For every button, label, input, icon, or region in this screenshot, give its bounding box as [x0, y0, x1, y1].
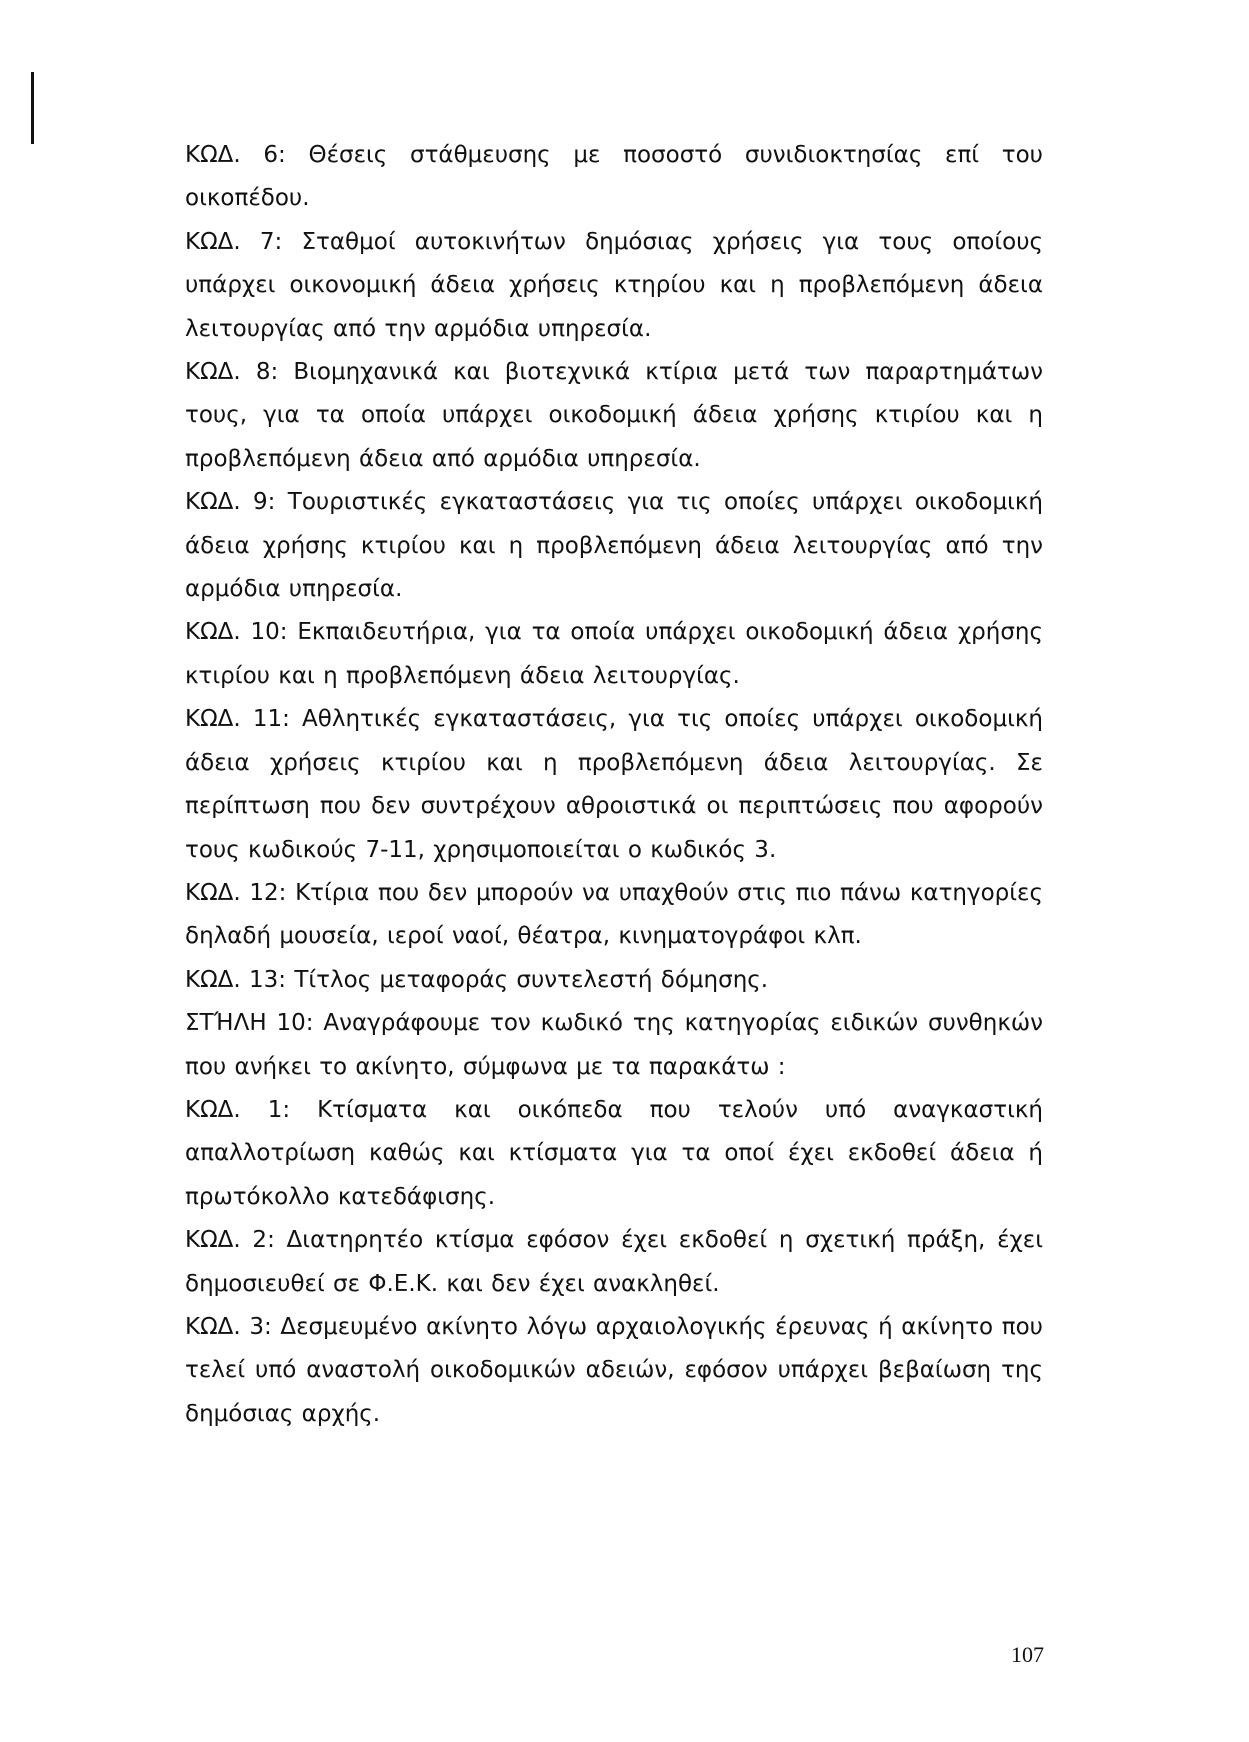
margin-rule	[31, 72, 34, 144]
paragraph-code-7: ΚΩΔ. 7: Σταθμοί αυτοκινήτων δημόσιας χρήσεις για τους οποίους υπάρχει οικονομική άδεια χρήσεις κτηρίου και η προβλεπόμενη άδεια λειτουργίας από την αρμόδια υπηρεσία.	[185, 228, 1043, 342]
paragraph-code-10: ΚΩΔ. 10: Εκπαιδευτήρια, για τα οποία υπάρχει οικοδομική άδεια χρήσης κτιρίου και η προβλεπόμενη άδεια λειτουργίας.	[185, 619, 1043, 689]
paragraph-code-12: ΚΩΔ. 12: Κτίρια που δεν μπορούν να υπαχθούν στις πιο πάνω κατηγορίες δηλαδή μουσεία, ιεροί ναοί, θέατρα, κινηματογράφοι κλπ.	[185, 879, 1043, 950]
paragraph-code-8: ΚΩΔ. 8: Βιομηχανικά και βιοτεχνικά κτίρια μετά των παραρτημάτων τους, για τα οποία υπάρχει οικοδομική άδεια χρήσης κτιρίου και η προβλεπόμενη άδεια από αρμόδια υπηρεσία.	[185, 359, 1043, 472]
page-number: 107	[1011, 1642, 1044, 1667]
paragraph-special-code-2: ΚΩΔ. 2: Διατηρητέο κτίσμα εφόσον έχει εκδοθεί η σχετική πράξη, έχει δημοσιευθεί σε Φ.Ε.Κ. και δεν έχει ανακληθεί.	[185, 1227, 1043, 1297]
paragraph-code-13: ΚΩΔ. 13: Τίτλος μεταφοράς συντελεστή δόμησης.	[185, 966, 769, 993]
paragraph-special-code-3: ΚΩΔ. 3: Δεσμευμένο ακίνητο λόγω αρχαιολογικής έρευνας ή ακίνητο που τελεί υπό αναστολή οικοδομικών αδειών, εφόσον υπάρχει βεβαίωση της δημόσιας αρχής.	[185, 1313, 1043, 1427]
document-body	[185, 134, 1043, 1436]
paragraph-special-code-1: ΚΩΔ. 1: Κτίσματα και οικόπεδα που τελούν υπό αναγκαστική απαλλοτρίωση καθώς και κτίσματα για τα οποί έχει εκδοθεί άδεια ή πρωτόκολλο κατεδάφισης.	[185, 1096, 1043, 1210]
paragraph-code-6: ΚΩΔ. 6: Θέσεις στάθμευσης με ποσοστό συνιδιοκτησίας επί του οικοπέδου.	[185, 142, 1043, 212]
paragraph-code-9: ΚΩΔ. 9: Τουριστικές εγκαταστάσεις για τις οποίες υπάρχει οικοδομική άδεια χρήσης κτιρίου και η προβλεπόμενη άδεια λειτουργίας από την αρμόδια υπηρεσία.	[185, 489, 1043, 603]
paragraph-column-10: ΣΤΉΛΗ 10: Αναγράφουμε τον κωδικό της κατηγορίας ειδικών συνθηκών που ανήκει το ακίνητο, σύμφωνα με τα παρακάτω :	[185, 1010, 1043, 1080]
paragraph-code-11: ΚΩΔ. 11: Αθλητικές εγκαταστάσεις, για τις οποίες υπάρχει οικοδομική άδεια χρήσεις κτιρίου και η προβλεπόμενη άδεια λειτουργίας. Σε περίπτωση που δεν συντρέχουν αθροιστικά οι περιπτώσεις που αφορούν τους κωδικούς 7-11, χρησιμοποιείται ο κωδικός 3.	[185, 706, 1043, 863]
